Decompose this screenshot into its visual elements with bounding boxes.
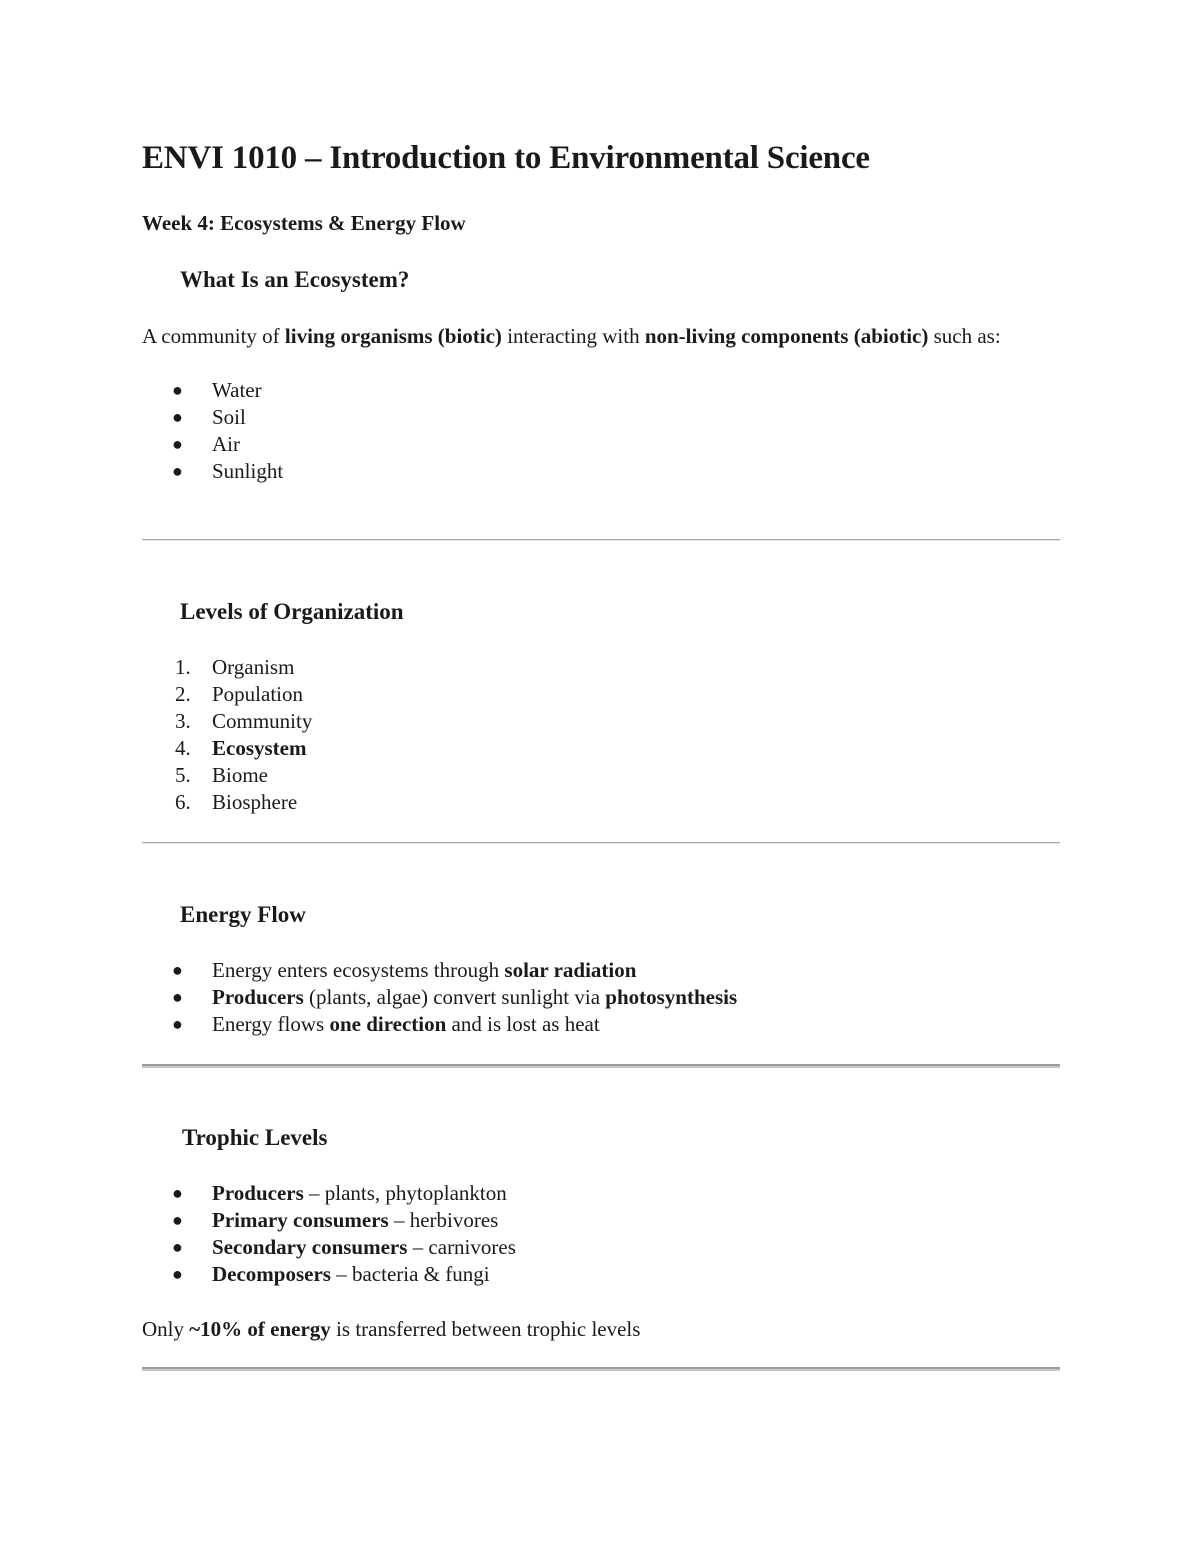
trophic-list	[142, 1180, 1060, 1288]
list-item-label: Biosphere	[212, 790, 298, 814]
list-item-label: Soil	[212, 405, 246, 429]
list-item	[142, 1234, 1060, 1261]
trophic-term: Decomposers	[212, 1262, 331, 1286]
bullet-icon: ●	[172, 1264, 183, 1284]
energy-text: Energy flows	[212, 1012, 330, 1036]
list-item-label: Sunlight	[212, 459, 284, 483]
section-heading-levels: Levels of Organization	[180, 599, 404, 624]
section-divider	[142, 1367, 1060, 1371]
bullet-icon: ●	[172, 380, 183, 400]
list-item	[142, 1180, 1060, 1207]
trophic-desc: – carnivores	[407, 1235, 516, 1259]
section-energy-flow	[142, 900, 1060, 1038]
list-item	[142, 377, 1060, 404]
bullet-icon: ●	[172, 1210, 183, 1230]
bullet-icon: ●	[172, 960, 183, 980]
energy-term: one direction	[329, 1012, 447, 1036]
list-item-label: Organism	[212, 655, 295, 679]
list-item-label: Water	[212, 378, 262, 402]
bullet-icon: ●	[172, 1237, 183, 1257]
list-number: 5.	[175, 763, 191, 787]
bullet-icon: ●	[172, 407, 183, 427]
list-item-label: Air	[212, 432, 240, 456]
bullet-icon: ●	[172, 434, 183, 454]
bullet-icon: ●	[172, 987, 183, 1007]
definition-text-2: interacting with	[501, 324, 645, 348]
section-divider	[142, 842, 1060, 844]
energy-list	[142, 957, 1060, 1038]
note-highlight: ~10% of energy	[189, 1317, 331, 1341]
trophic-desc: – bacteria & fungi	[330, 1262, 490, 1286]
list-item-label: Population	[212, 682, 304, 706]
list-item	[142, 458, 1060, 485]
energy-text: and is lost as heat	[446, 1012, 600, 1036]
list-item	[142, 654, 1060, 681]
levels-list	[142, 654, 1060, 816]
definition-abiotic: non-living components (abiotic)	[644, 324, 929, 348]
section-divider	[142, 539, 1060, 541]
bullet-icon: ●	[172, 461, 183, 481]
list-number: 1.	[175, 655, 191, 679]
list-item	[142, 1207, 1060, 1234]
ecosystem-definition	[142, 323, 1060, 350]
list-item-label: Biome	[212, 763, 268, 787]
list-item	[142, 762, 1060, 789]
bullet-icon: ●	[172, 1183, 183, 1203]
list-item	[142, 984, 1060, 1011]
document-title: ENVI 1010 – Introduction to Environmental Science	[142, 140, 870, 176]
energy-text: Energy enters ecosystems through	[212, 958, 505, 982]
list-item-label: Ecosystem	[212, 736, 307, 760]
trophic-desc: – plants, phytoplankton	[303, 1181, 507, 1205]
section-heading-ecosystem: What Is an Ecosystem?	[180, 267, 410, 292]
definition-text-1: A community of	[142, 324, 285, 348]
energy-term: photosynthesis	[605, 985, 738, 1009]
list-item	[142, 1261, 1060, 1288]
abiotic-list	[142, 377, 1060, 485]
list-item	[142, 957, 1060, 984]
energy-term: Producers	[212, 985, 304, 1009]
energy-text: (plants, algae) convert sunlight via	[303, 985, 606, 1009]
definition-text-3: such as:	[928, 324, 1001, 348]
bullet-icon: ●	[172, 1014, 183, 1034]
section-heading-energy: Energy Flow	[180, 902, 306, 927]
note-text-2: is transferred between trophic levels	[330, 1317, 641, 1341]
list-number: 3.	[175, 709, 191, 733]
note-text-1: Only	[142, 1317, 190, 1341]
list-item	[142, 735, 1060, 762]
energy-transfer-note	[142, 1316, 1060, 1343]
section-ecosystem	[142, 265, 1060, 485]
trophic-term: Producers	[212, 1181, 304, 1205]
trophic-term: Primary consumers	[212, 1208, 389, 1232]
section-trophic	[142, 1123, 1060, 1343]
list-item	[142, 681, 1060, 708]
list-item-label: Community	[212, 709, 313, 733]
trophic-term: Secondary consumers	[212, 1235, 408, 1259]
week-subtitle: Week 4: Ecosystems & Energy Flow	[142, 211, 466, 235]
trophic-desc: – herbivores	[388, 1208, 499, 1232]
section-heading-trophic: Trophic Levels	[182, 1125, 328, 1150]
list-item	[142, 708, 1060, 735]
list-number: 6.	[175, 790, 191, 814]
list-number: 2.	[175, 682, 191, 706]
list-item	[142, 431, 1060, 458]
list-item	[142, 404, 1060, 431]
list-item	[142, 1011, 1060, 1038]
list-number: 4.	[175, 736, 191, 760]
definition-biotic: living organisms (biotic)	[284, 324, 502, 348]
section-divider	[142, 1064, 1060, 1068]
energy-term: solar radiation	[504, 958, 637, 982]
list-item	[142, 789, 1060, 816]
section-levels	[142, 597, 1060, 816]
